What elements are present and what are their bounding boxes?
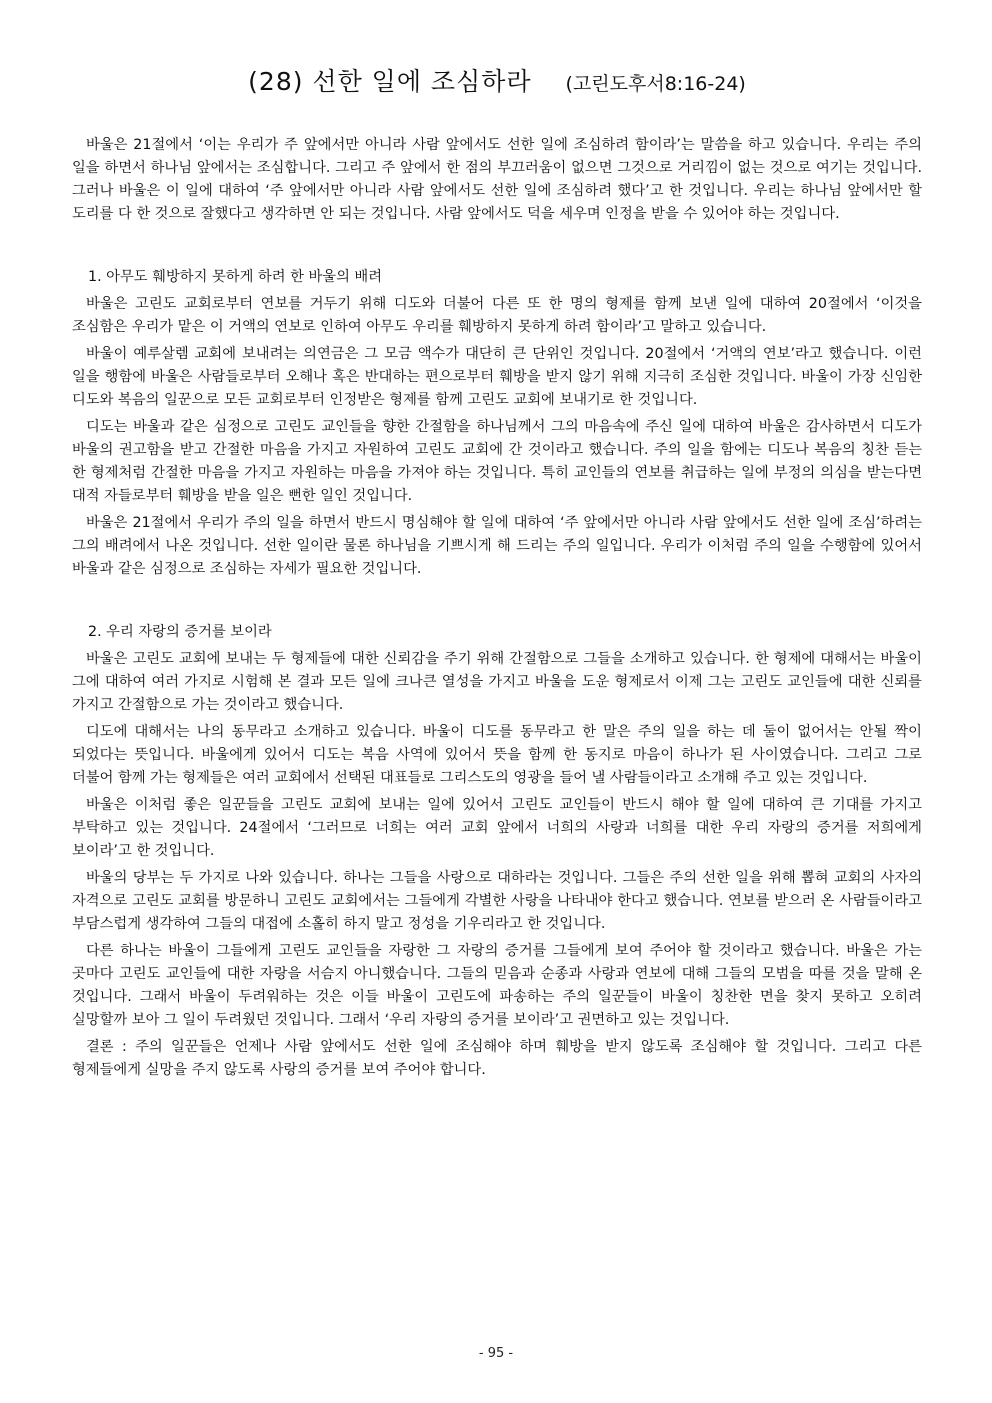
document-page bbox=[72, 62, 922, 1086]
section-2-paragraph-3: 바울은 이처럼 좋은 일꾼들을 고린도 교회에 보내는 일에 있어서 고린도 교인들이 반드시 해야 할 일에 대하여 큰 기대를 가지고 부탁하고 있는 것입니다. 24절에서 ‘그러므로 너희는 여러 교회 앞에서 너희의 사랑과 너희를 대한 우리 자랑의 증거를 저희에게 보이라’고 한 것입니다. bbox=[72, 797, 922, 859]
section-2-paragraph-2: 디도에 대해서는 나의 동무라고 소개하고 있습니다. 바울이 디도를 동무라고 한 말은 주의 일을 하는 데 둘이 없어서는 안될 짝이 되었다는 뜻입니다. 바울에게 있어서 디도는 복음 사역에 있어서 뜻을 함께 한 동지로 마음이 하나가 된 사이였습니다. 그리고 그로 더불어 함께 가는 형제들은 여러 교회에서 선택된 대표들로 그리스도의 영광을 들어 낼 사람들이라고 소개해 주고 있는 것입니다. bbox=[72, 724, 922, 786]
section-2-paragraph-5: 다른 하나는 바울이 그들에게 고린도 교인들을 자랑한 그 자랑의 증거를 그들에게 보여 주어야 할 것이라고 했습니다. 바울은 가는 곳마다 고린도 교인들에 대한 자랑을 서슴지 아니했습니다. 그들의 믿음과 순종과 사랑과 연보에 대해 그들의 모범을 따를 것을 말해 온 것입니다. 그래서 바울이 두려워하는 것은 이들 바울이 고린도에 파송하는 주의 일꾼들이 바울이 칭찬한 면을 찾지 못하고 오히려 실망할까 보아 그 일이 두려웠던 것입니다. 그래서 ‘우리 자랑의 증거를 보이라’고 권면하고 있는 것입니다. bbox=[72, 943, 922, 1028]
title-row bbox=[72, 62, 922, 98]
conclusion-paragraph: 결론 : 주의 일꾼들은 언제나 사람 앞에서도 선한 일에 조심해야 하며 훼방을 받지 않도록 조심해야 할 것입니다. 그리고 다른 형제들에게 실망을 주지 않도록 사랑의 증거를 보여 주어야 합니다. bbox=[72, 1039, 922, 1078]
page-title: (28) 선한 일에 조심하라 bbox=[248, 67, 532, 96]
scripture-reference: (고린도후서8:16-24) bbox=[565, 73, 746, 95]
section-heading-1: 1. 아무도 훼방하지 못하게 하려 한 바울의 배려 bbox=[88, 269, 383, 285]
section-1-paragraph-3: 디도는 바울과 같은 심정으로 고린도 교인들을 향한 간절함을 하나님께서 그의 마음속에 주신 일에 대하여 바울은 감사하면서 디도가 바울의 권고함을 받고 간절한 마음을 가지고 자원하여 고린도 교회에 간 것이라고 했습니다. 주의 일을 함에는 디도나 복음의 칭찬 듣는 한 형제처럼 간절한 마음을 가지고 자원하는 마음을 가져야 하는 것입니다. 특히 교인들의 연보를 취급하는 일에 부정의 의심을 받는다면 대적 자들로부터 훼방을 받을 일은 뻔한 일인 것입니다. bbox=[72, 419, 922, 504]
section-2-paragraph-1: 바울은 고린도 교회에 보내는 두 형제들에 대한 신뢰감을 주기 위해 간절함으로 그들을 소개하고 있습니다. 한 형제에 대해서는 바울이 그에 대하여 여러 가지로 시험해 본 결과 모든 일에 크나큰 열성을 가지고 바울을 도운 형제로서 이제 그는 고린도 교인들에 대한 신뢰를 가지고 간절함으로 가는 것이라고 했습니다. bbox=[72, 651, 922, 713]
section-1-paragraph-1: 바울은 고린도 교회로부터 연보를 거두기 위해 디도와 더불어 다른 또 한 명의 형제를 함께 보낸 일에 대하여 20절에서 ‘이것을 조심함은 우리가 맡은 이 거액의 연보로 인하여 아무도 우리를 훼방하지 못하게 하려 함이라’고 말하고 있습니다. bbox=[72, 296, 922, 335]
section-heading-2: 2. 우리 자랑의 증거를 보이라 bbox=[88, 624, 272, 640]
section-1-paragraph-4: 바울은 21절에서 우리가 주의 일을 하면서 반드시 명심해야 할 일에 대하여 ‘주 앞에서만 아니라 사람 앞에서도 선한 일에 조심’하려는 그의 배려에서 나온 것입니다. 선한 일이란 물론 하나님을 기쁘시게 해 드리는 주의 일입니다. 우리가 이처럼 주의 일을 수행함에 있어서 바울과 같은 심정으로 조심하는 자세가 필요한 것입니다. bbox=[72, 515, 922, 577]
section-2-paragraph-4: 바울의 당부는 두 가지로 나와 있습니다. 하나는 그들을 사랑으로 대하라는 것입니다. 그들은 주의 선한 일을 위해 뽑혀 교회의 사자의 자격으로 고린도 교회를 방문하니 고린도 교회에서는 그들에게 각별한 사랑을 나타내야 한다고 했습니다. 연보를 받으러 온 사람들이라고 부담스럽게 생각하여 그들의 대접에 소홀히 하지 말고 정성을 기우리라고 한 것입니다. bbox=[72, 870, 922, 932]
page-number: - 95 - bbox=[478, 1346, 514, 1361]
section-1-paragraph-2: 바울이 예루살렘 교회에 보내려는 의연금은 그 모금 액수가 대단히 큰 단위인 것입니다. 20절에서 ‘거액의 연보’라고 했습니다. 이런 일을 행함에 바울은 사람들로부터 오해나 혹은 반대하는 편으로부터 훼방을 받지 않기 위해 지극히 조심한 것입니다. 바울이 가장 신임한 디도와 복음의 일꾼으로 모든 교회로부터 인정받은 형제를 함께 고린도 교회에 보내기로 한 것입니다. bbox=[72, 346, 922, 408]
intro-paragraph: 바울은 21절에서 ‘이는 우리가 주 앞에서만 아니라 사람 앞에서도 선한 일에 조심하려 함이라’는 말씀을 하고 있습니다. 우리는 주의 일을 하면서 하나님 앞에서는 조심합니다. 그리고 주 앞에서 한 점의 부끄러움이 없으면 그것으로 거리낌이 없는 것으로 여기는 것입니다. 그러나 바울은 이 일에 대하여 ‘주 앞에서만 아니라 사람 앞에서도 선한 일에 조심하려 했다’고 한 것입니다. 우리는 하나님 앞에서만 할 도리를 다 한 것으로 잘했다고 생각하면 안 되는 것입니다. 사람 앞에서도 덕을 세우며 인정을 받을 수 있어야 하는 것입니다. bbox=[72, 137, 922, 222]
